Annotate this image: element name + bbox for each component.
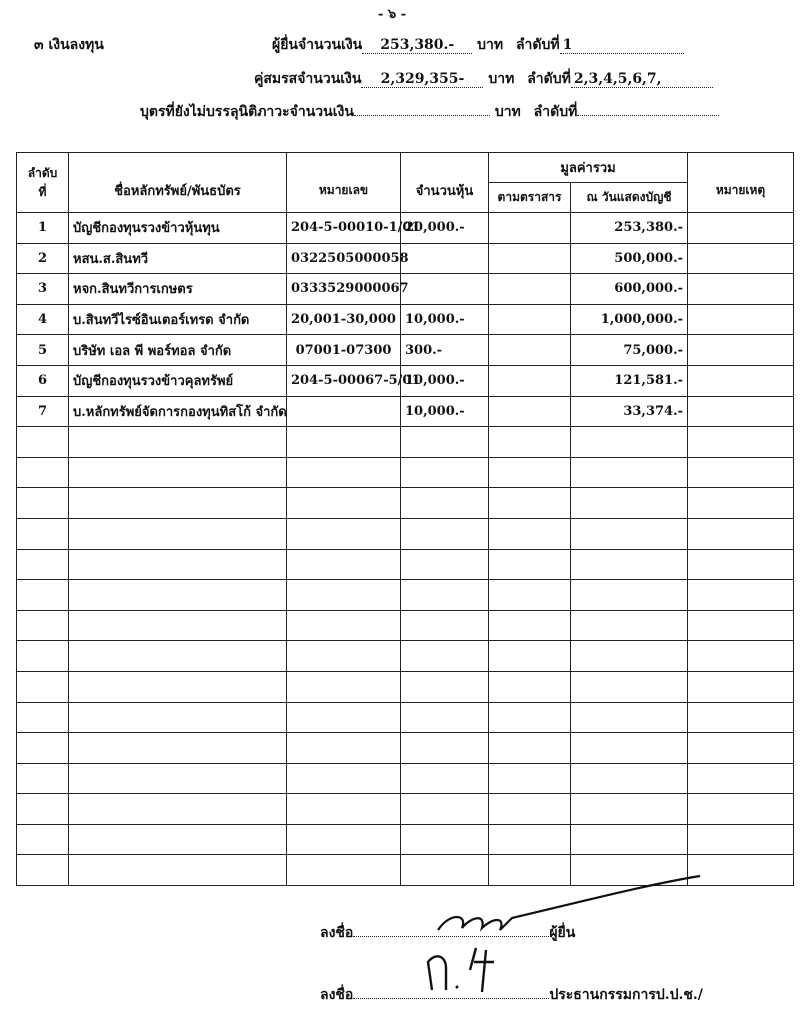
cell-number: 204-5-00010-1/01 [287,213,401,244]
cell-shares: 10,000.- [401,365,489,396]
cell-name: บัญชีกองทุนรวงข้าวคุลทรัพย์ [69,365,287,396]
cell-shares: 10,000.- [401,396,489,427]
cell-name: บริษัท เอล พี พอร์ทอล จำกัด [69,335,287,366]
cell-number: 20,001-30,000 [287,304,401,335]
cell-value: 33,374.- [571,396,688,427]
filer-amount-value: 253,380.- [362,37,472,54]
cell-name: หจก.สินทวีการเกษตร [69,274,287,305]
spouse-amount-value: 2,329,355- [361,71,483,88]
child-amount-label: บุตรที่ยังไม่บรรลุนิติภาวะจำนวนเงิน [140,104,354,120]
cell-number: 07001-07300 [287,335,401,366]
filer-role: ผู้ยื่น [549,925,576,941]
header-no: ลำดับ ที่ [17,153,69,213]
cell-number: 204-5-00067-5/01 [287,365,401,396]
header-par: ตามตราสาร [489,183,571,213]
filer-amount-label: ผู้ยื่นจำนวนเงิน [272,37,363,53]
cell-no: 1 [17,213,69,244]
filer-signature-stroke [438,876,700,930]
cell-name: บ.หลักทรัพย์จัดการกองทุนทิสโก้ จำกัด [69,396,287,427]
committee-signature-stroke [428,948,494,992]
spouse-order-value: 2,3,4,5,6,7, [571,71,713,88]
cell-no: 4 [17,304,69,335]
child-amount-unit: บาท [494,104,521,120]
spouse-amount-unit: บาท [488,71,515,87]
cell-no: 5 [17,335,69,366]
spouse-amount-label: คู่สมรสจำนวนเงิน [254,71,362,87]
cell-value: 1,000,000.- [571,304,688,335]
filer-order-value: 1 [560,37,684,54]
header-remark: หมายเหตุ [688,153,794,213]
filer-sign-label: ลงชื่อ [320,925,354,941]
cell-number: 0322505000058 [287,243,401,274]
header-shares: จำนวนหุ้น [401,153,489,213]
cell-number: 0333529000067 [287,274,401,305]
cell-value: 600,000.- [571,274,688,305]
cell-value: 121,581.- [571,365,688,396]
cell-value: 253,380.- [571,213,688,244]
cell-name: บัญชีกองทุนรวงข้าวหุ้นทุน [69,213,287,244]
section-title: ๓ เงินลงทุน [34,37,104,53]
cell-no: 2 [17,243,69,274]
filer-order-label: ลำดับที่ [515,37,560,53]
header-number: หมายเลข [287,153,401,213]
cell-no: 3 [17,274,69,305]
header-value-group: มูลค่ารวม [489,153,688,183]
cell-name: บ.สินทวีไรซ์อินเตอร์เทรด จำกัด [69,304,287,335]
cell-shares: 10,000.- [401,304,489,335]
cell-value: 500,000.- [571,243,688,274]
cell-shares: 300.- [401,335,489,366]
header-date: ณ วันแสดงบัญชี [571,183,688,213]
child-order-label: ลำดับที่ [533,104,578,120]
cell-no: 7 [17,396,69,427]
page-number: - ๖ - [378,7,407,22]
committee-sign-label: ลงชื่อ [320,987,354,1003]
cell-name: หสน.ส.สินทวี [69,243,287,274]
committee-role: ประธานกรรมการป.ป.ช./ [549,987,703,1003]
spouse-order-label: ลำดับที่ [527,71,571,87]
header-name: ชื่อหลักทรัพย์/พันธบัตร [69,153,287,213]
cell-shares: 20,000.- [401,213,489,244]
filer-amount-unit: บาท [477,37,504,53]
cell-value: 75,000.- [571,335,688,366]
cell-no: 6 [17,365,69,396]
